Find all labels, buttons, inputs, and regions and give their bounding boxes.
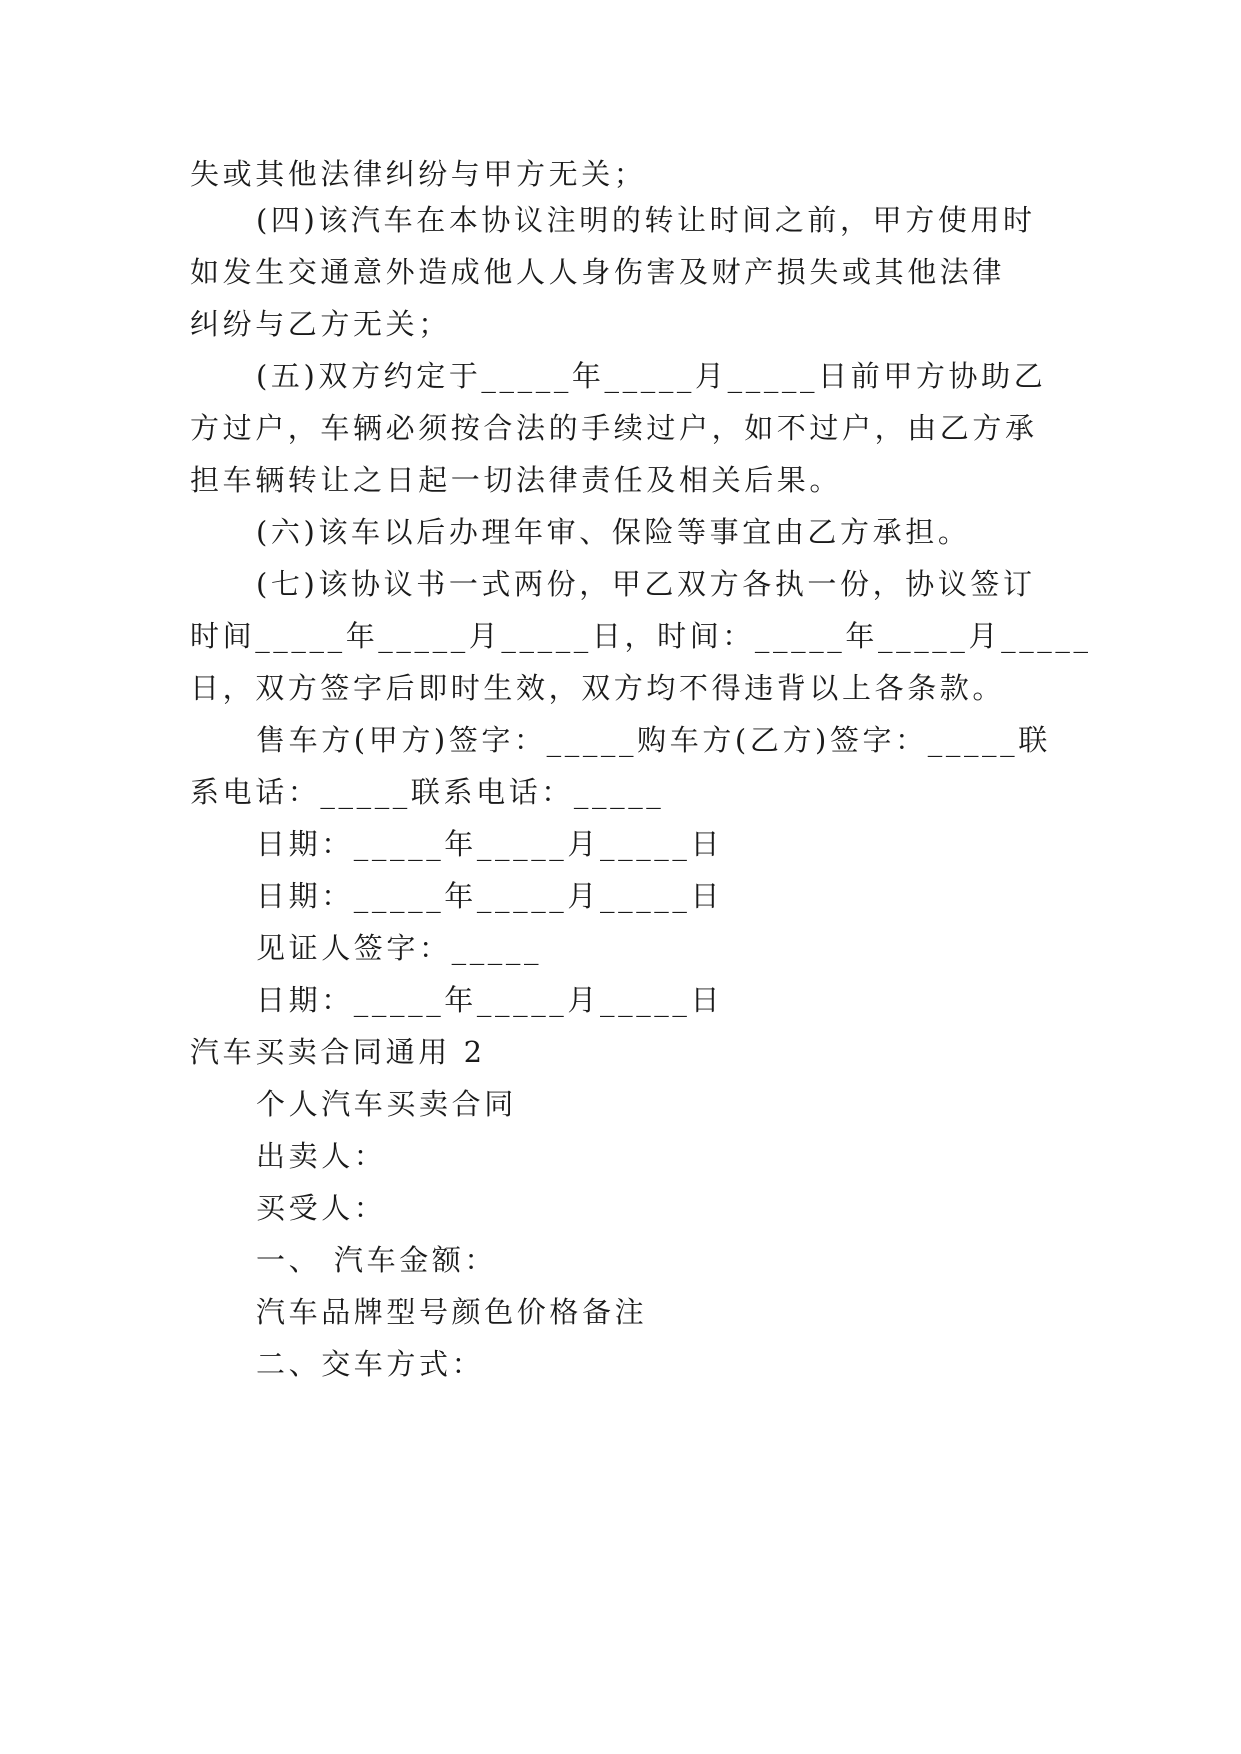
table-header-text: 汽车品牌型号颜色价格备注	[256, 1295, 648, 1329]
date-line: 日期：_____年_____月_____日	[256, 983, 724, 1017]
date-line: 日期：_____年_____月_____日	[256, 879, 724, 913]
contract-title: 个人汽车买卖合同	[256, 1087, 517, 1121]
item-delivery: 二、交车方式：	[256, 1347, 485, 1381]
date-line: 日期：_____年_____月_____日	[256, 827, 724, 861]
item-amount: 一、 汽车金额：	[256, 1243, 498, 1277]
clause-7: (七)该协议书一式两份，甲乙双方各执一份，协议签订	[256, 567, 1036, 601]
contact-phone: 系电话：_____联系电话：_____	[190, 775, 665, 809]
text-line: 纠纷与乙方无关；	[190, 307, 451, 341]
text-line: 担车辆转让之日起一切法律责任及相关后果。	[190, 463, 843, 497]
text-line: 时间_____年_____月_____日，时间：_____年_____月_____	[190, 619, 1092, 653]
text-line: 日，双方签字后即时生效，双方均不得违背以上各条款。	[190, 671, 1006, 705]
seller-label: 出卖人：	[256, 1139, 387, 1173]
seller-buyer-signature: 售车方(甲方)签字：_____购车方(乙方)签字：_____联	[256, 723, 1051, 757]
clause-6: (六)该车以后办理年审、保险等事宜由乙方承担。	[256, 515, 971, 549]
text-line: 方过户，车辆必须按合法的手续过户，如不过户，由乙方承	[190, 411, 1038, 445]
buyer-label: 买受人：	[256, 1191, 387, 1225]
text-line: 失或其他法律纠纷与甲方无关；	[190, 157, 647, 191]
section-heading: 汽车买卖合同通用 2	[190, 1035, 486, 1069]
clause-5: (五)双方约定于_____年_____月_____日前甲方协助乙	[256, 359, 1047, 393]
text-line: 如发生交通意外造成他人人身伤害及财产损失或其他法律	[190, 255, 1006, 289]
clause-4: (四)该汽车在本协议注明的转让时间之前，甲方使用时	[256, 203, 1036, 237]
witness-signature: 见证人签字：_____	[256, 931, 543, 965]
